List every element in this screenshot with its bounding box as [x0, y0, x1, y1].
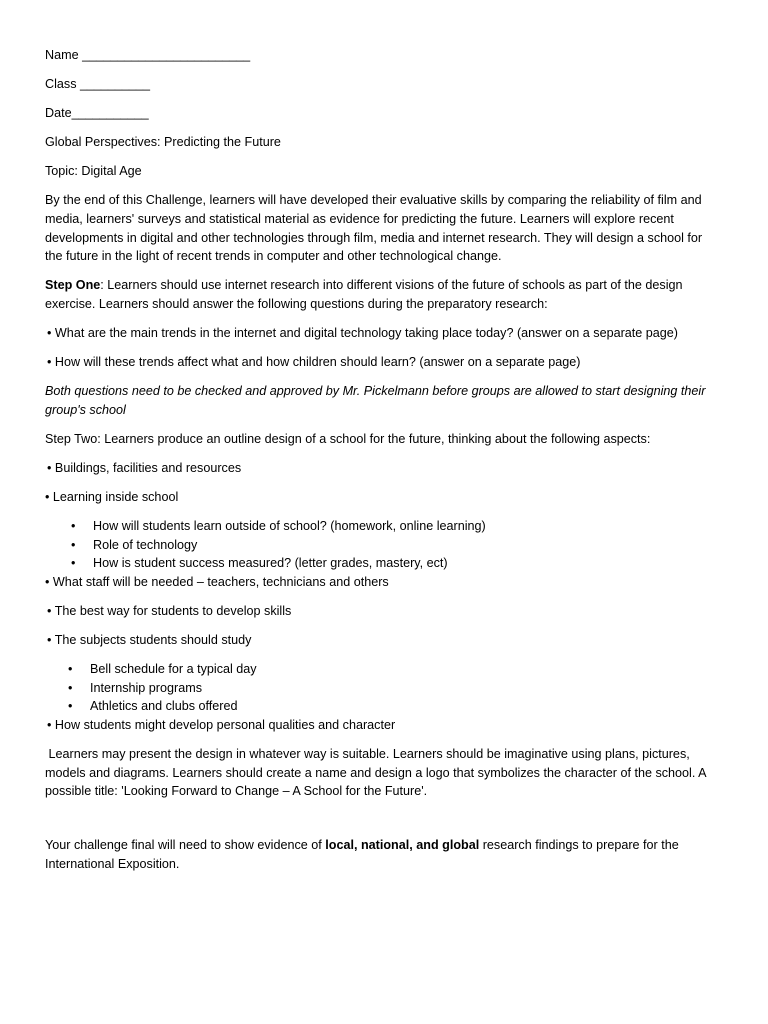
aspect-item	[45, 631, 725, 650]
bullet-icon: •	[47, 355, 52, 370]
class-field: Class __________	[45, 77, 151, 92]
final-paragraph	[45, 836, 725, 873]
bullet-icon: •	[71, 519, 76, 534]
bullet-icon: •	[47, 326, 52, 341]
bullet-icon: •	[47, 461, 52, 475]
name-field: Name ________________________	[45, 48, 251, 62]
question-text: What are the main trends in the internet and digital technology taking place today? (answer on a separate page)	[54, 326, 678, 341]
bullet-icon: •	[47, 718, 52, 733]
final-text: research findings to prepare for the	[479, 837, 679, 852]
presentation-line: possible title: 'Looking Forward to Change – A School for the Future'.	[45, 784, 428, 799]
intro-line: developments in digital and other technologies through film, media and internet research. They will design a school for	[45, 230, 703, 245]
bullet-icon: •	[47, 604, 52, 619]
list-item: • Internship programs	[45, 679, 725, 698]
worksheet	[45, 46, 725, 873]
question-text: How will these trends affect what and how children should learn? (answer on a separate page)	[54, 355, 581, 370]
presentation-line: Learners may present the design in whatever way is suitable. Learners should be imaginative using plans, pictures,	[45, 747, 690, 762]
step-one-text: exercise. Learners should answer the following questions during the preparatory research:	[45, 296, 548, 311]
intro-line: the future in the light of recent trends in computer and other technological change.	[45, 249, 502, 264]
bullet-icon: •	[71, 556, 76, 571]
learning-sublist	[45, 517, 725, 573]
approval-note	[45, 382, 725, 419]
bullet-icon: •	[47, 633, 52, 648]
final-text: Your challenge final will need to show evidence of	[45, 837, 326, 852]
bullet-icon: •	[45, 490, 50, 505]
aspect-text: Learning inside school	[52, 490, 179, 505]
aspect-item	[45, 602, 725, 621]
bullet-icon: •	[45, 574, 50, 589]
aspect-text: The best way for students to develop skills	[54, 604, 292, 619]
topic-line: Topic: Digital Age	[45, 164, 142, 179]
bullet-icon: •	[68, 699, 73, 714]
step-one-paragraph	[45, 276, 725, 313]
presentation-line: models and diagrams. Learners should create a name and design a logo that symbolizes the character of the school. A	[45, 765, 707, 780]
question-item	[45, 353, 725, 372]
final-text: International Exposition.	[45, 856, 180, 871]
bullet-icon: •	[68, 680, 73, 695]
aspect-item	[45, 716, 725, 735]
note-line: Both questions need to be checked and approved by Mr. Pickelmann before groups are allowed to start designing their	[45, 384, 706, 399]
note-line: group's school	[45, 402, 126, 417]
subjects-sublist	[45, 660, 725, 716]
list-item: • How will students learn outside of school? (homework, online learning)	[45, 517, 725, 536]
list-item: • Bell schedule for a typical day	[45, 660, 725, 679]
intro-paragraph	[45, 191, 725, 265]
aspect-item	[45, 488, 725, 507]
aspect-text: Buildings, facilities and resources	[54, 461, 242, 475]
aspect-text: What staff will be needed – teachers, technicians and others	[52, 574, 389, 589]
step-one-label: Step One	[45, 278, 101, 293]
intro-line: By the end of this Challenge, learners will have developed their evaluative skills by comparing the reliability of film and	[45, 193, 702, 208]
presentation-paragraph	[45, 745, 725, 801]
intro-line: media, learners' surveys and statistical material as evidence for predicting the future. Learners will explore recent	[45, 212, 674, 227]
step-one-text: : Learners should use internet research into different visions of the future of schools as part of the design	[100, 278, 683, 293]
bullet-icon: •	[68, 662, 73, 677]
list-item: • How is student success measured? (letter grades, mastery, ect)	[45, 554, 725, 573]
final-emphasis: local, national, and global	[325, 837, 480, 852]
aspect-item	[45, 459, 725, 478]
aspect-text: The subjects students should study	[54, 633, 252, 648]
date-field: Date___________	[45, 106, 149, 121]
step-two-line: Step Two: Learners produce an outline design of a school for the future, thinking about the following aspects:	[45, 431, 651, 446]
aspect-text: How students might develop personal qualities and character	[54, 718, 396, 733]
course-title: Global Perspectives: Predicting the Future	[45, 135, 281, 150]
list-item: • Athletics and clubs offered	[45, 697, 725, 716]
aspect-item	[45, 573, 725, 592]
list-item: • Role of technology	[45, 536, 725, 555]
bullet-icon: •	[71, 537, 76, 552]
question-item	[45, 324, 725, 343]
